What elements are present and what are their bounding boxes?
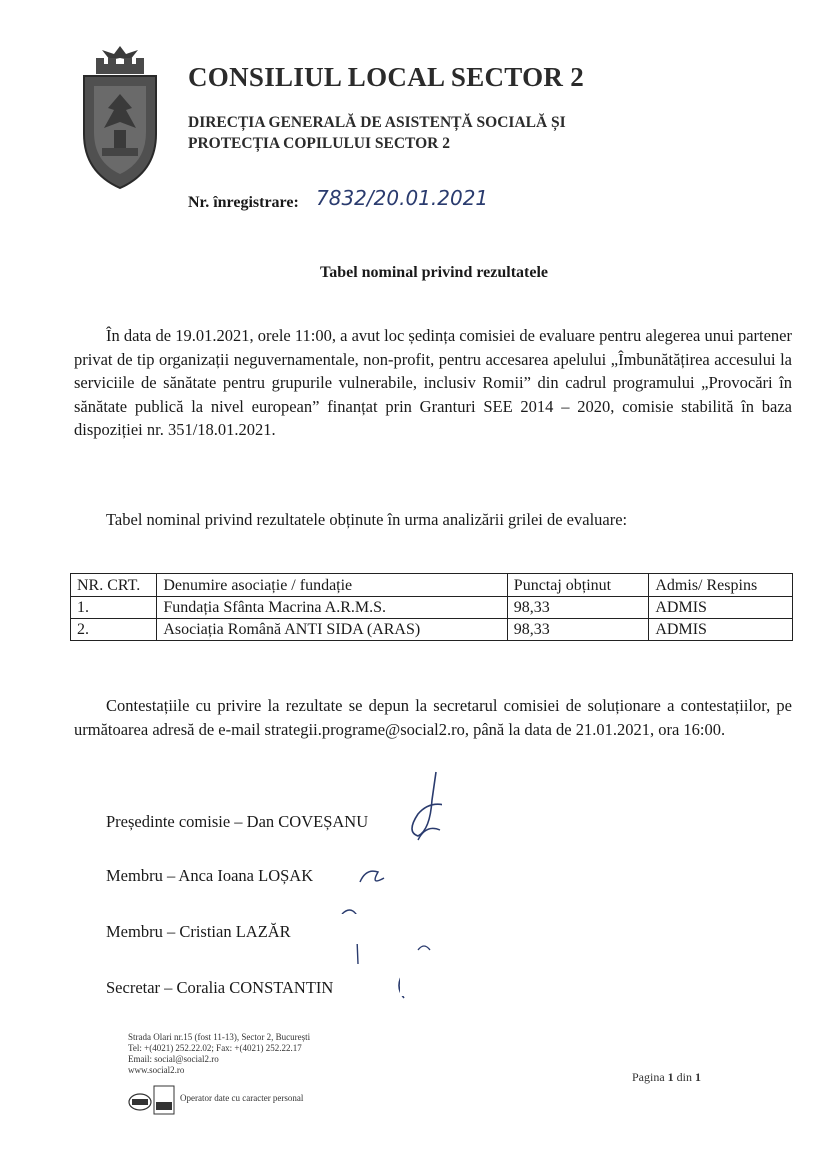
header-score: Punctaj obținut — [507, 574, 649, 597]
page-separator: din — [676, 1070, 693, 1084]
table-row — [71, 619, 793, 641]
redaction-box — [388, 854, 470, 898]
page-number — [632, 1070, 701, 1085]
results-table — [70, 573, 793, 641]
table-header-row — [71, 574, 793, 597]
footer-address: Strada Olari nr.15 (fost 11-13), Sector 2, București — [128, 1032, 311, 1042]
result: ADMIS — [649, 597, 793, 619]
page-current: 1 — [667, 1070, 674, 1084]
directorate-line-2: PROTECȚIA COPILULUI SECTOR 2 — [188, 135, 450, 152]
header-nr-crt: NR. CRT. — [71, 574, 157, 597]
data-operator-note: Operator date cu caracter personal — [180, 1093, 304, 1103]
score: 98,33 — [507, 619, 649, 641]
signature-member-2: Membru – Cristian LAZĂR — [106, 922, 291, 941]
organization-name: Asociația Română ANTI SIDA (ARAS) — [157, 619, 507, 641]
signature-president: Președinte comisie – Dan COVEȘANU — [106, 812, 369, 831]
registration-number-handwritten: 7832/20.01.2021 — [316, 186, 489, 210]
redaction-box — [400, 952, 502, 996]
organization-name: Fundația Sfânta Macrina A.R.M.S. — [157, 597, 507, 619]
registration-label: Nr. înregistrare: — [188, 194, 299, 211]
signature-member-1: Membru – Anca Ioana LOȘAK — [106, 866, 314, 885]
directorate-line-1: DIRECȚIA GENERALĂ DE ASISTENȚĂ SOCIALĂ ȘI — [188, 114, 566, 131]
table-row — [71, 597, 793, 619]
header-result: Admis/ Respins — [649, 574, 793, 597]
signature-secretary: Secretar – Coralia CONSTANTIN — [106, 978, 334, 997]
page-total: 1 — [695, 1070, 702, 1084]
certification-logos-icon — [128, 1084, 208, 1124]
footer-contact — [128, 1032, 310, 1076]
coat-of-arms-icon — [80, 44, 160, 192]
redaction-box — [442, 794, 554, 842]
footer-email: Email: social@social2.ro — [128, 1054, 219, 1064]
row-number: 2. — [71, 619, 157, 641]
header-name: Denumire asociație / fundație — [157, 574, 507, 597]
redaction-box — [332, 914, 406, 944]
table-intro-paragraph: Tabel nominal privind rezultatele obținute în urma analizării grilei de evaluare: — [106, 510, 628, 529]
appeals-paragraph: Contestațiile cu privire la rezultate se depun la secretarul comisiei de soluționare a contestațiilor, pe următoarea adresă de e-mail strategii.programe@social2.ro, până la data de 21.01.2021, ora 16:00. — [74, 696, 792, 739]
org-title: CONSILIUL LOCAL SECTOR 2 — [188, 62, 585, 92]
meeting-paragraph: În data de 19.01.2021, orele 11:00, a avut loc ședința comisiei de evaluare pentru alegerea unui partener privat de tip organizații neguvernamentale, non-profit, pentru accesarea apelului „Îmbunătățirea accesului la serviciile de sănătate pentru grupurile vulnerabile, inclusiv Romii” din cadrul programului „Provocări în sănătate publică la nivel european” finanțat prin Granturi SEE 2014 – 2020, comisie stabilită în baza dispoziției nr. 351/18.01.2021. — [74, 326, 792, 439]
row-number: 1. — [71, 597, 157, 619]
footer-web: www.social2.ro — [128, 1065, 185, 1075]
page-prefix: Pagina — [632, 1070, 665, 1084]
score: 98,33 — [507, 597, 649, 619]
footer-phone: Tel: +(4021) 252.22.02; Fax: +(4021) 252.22.17 — [128, 1043, 302, 1053]
result: ADMIS — [649, 619, 793, 641]
document-title: Tabel nominal privind rezultatele — [319, 264, 548, 281]
directorate-name — [188, 112, 708, 154]
